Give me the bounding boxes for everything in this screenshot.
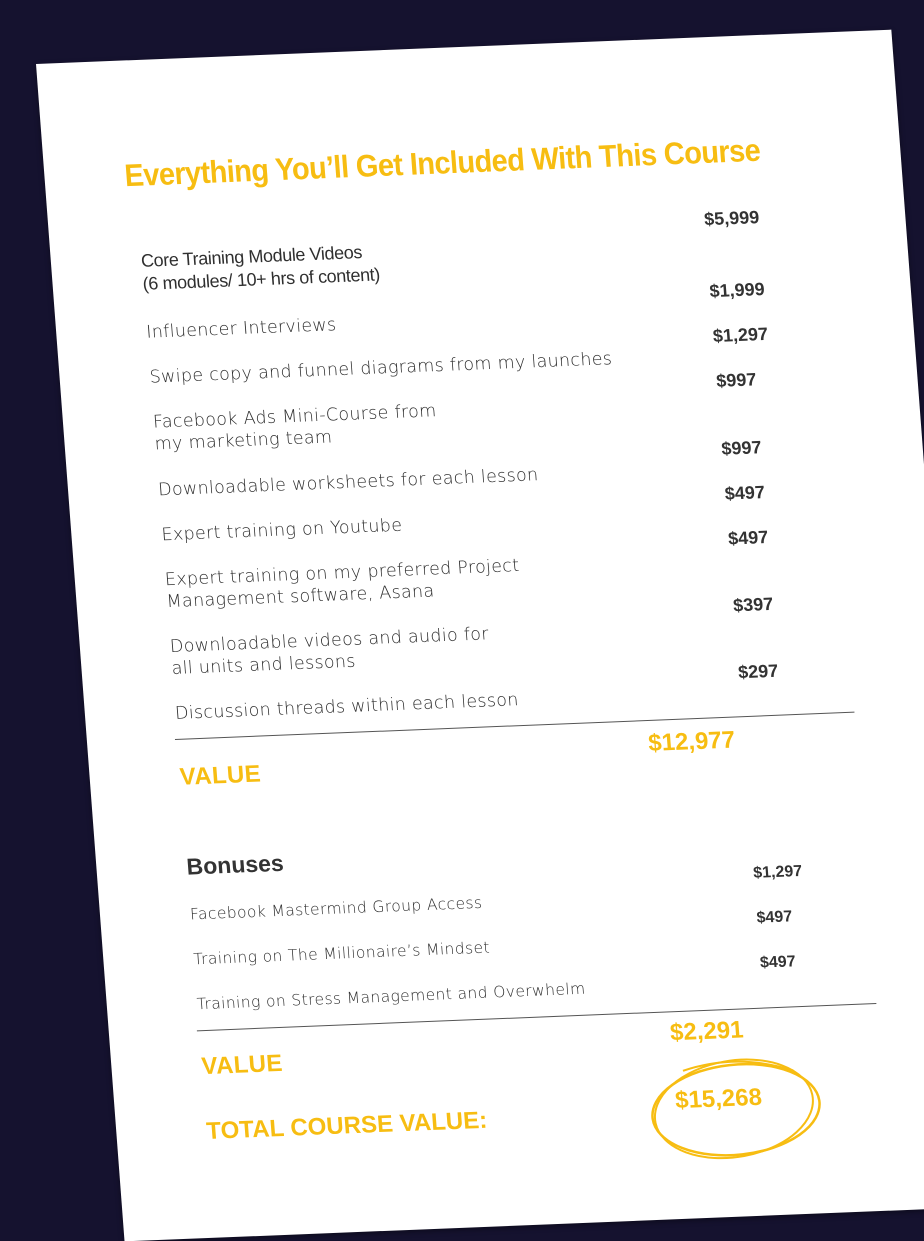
- item-price: $497: [724, 482, 766, 504]
- item-label: Core Training Module Videos (6 modules/ 10+ hrs of content): [140, 242, 381, 294]
- list-item: [152, 369, 831, 455]
- item-price: $297: [737, 660, 779, 683]
- item-price: $1,999: [708, 278, 766, 302]
- item-label: Training on The Millionaire’s Mindset: [192, 938, 491, 969]
- item-label: Facebook Ads Mini-Course from my marketing team: [152, 401, 438, 455]
- item-label: Swipe copy and funnel diagrams from my launches: [149, 349, 613, 388]
- item-price: $1,297: [712, 323, 769, 347]
- item-price: $497: [756, 908, 793, 927]
- total-label: TOTAL COURSE VALUE:: [205, 1106, 489, 1145]
- item-label: Discussion threads within each lesson: [174, 690, 520, 724]
- bonuses-heading: Bonuses: [185, 849, 285, 880]
- item-label: Downloadable videos and audio for all units and lessons: [169, 624, 490, 680]
- item-price: $997: [715, 369, 758, 391]
- offer-sheet: [36, 30, 924, 1241]
- item-price: $497: [727, 527, 769, 549]
- core-value-amount: $12,977: [647, 726, 737, 757]
- page-title: Everything You’ll Get Included With This Course: [123, 133, 762, 194]
- item-price: $1,297: [752, 862, 803, 882]
- item-price: $397: [732, 593, 774, 616]
- bonus-value-label: VALUE: [200, 1049, 284, 1081]
- bonus-value-amount: $2,291: [669, 1016, 745, 1047]
- item-label: Downloadable worksheets for each lesson: [157, 465, 540, 501]
- total-value: [642, 1051, 830, 1168]
- item-label: Facebook Mastermind Group Access: [189, 893, 483, 924]
- item-label: Influencer Interviews: [145, 315, 338, 343]
- item-price: $5,999: [703, 207, 760, 230]
- total-amount: $15,268: [674, 1083, 763, 1115]
- core-value-label: VALUE: [178, 760, 262, 791]
- item-label: Training on Stress Management and Overwhelm: [196, 979, 587, 1014]
- item-price: $497: [759, 953, 797, 972]
- item-label: Expert training on Youtube: [160, 515, 404, 546]
- offer-sheet-content: [36, 30, 924, 1241]
- item-price: $997: [720, 437, 763, 459]
- item-label: Expert training on my preferred Project Management software, Asana: [164, 556, 521, 613]
- list-item: [174, 660, 853, 724]
